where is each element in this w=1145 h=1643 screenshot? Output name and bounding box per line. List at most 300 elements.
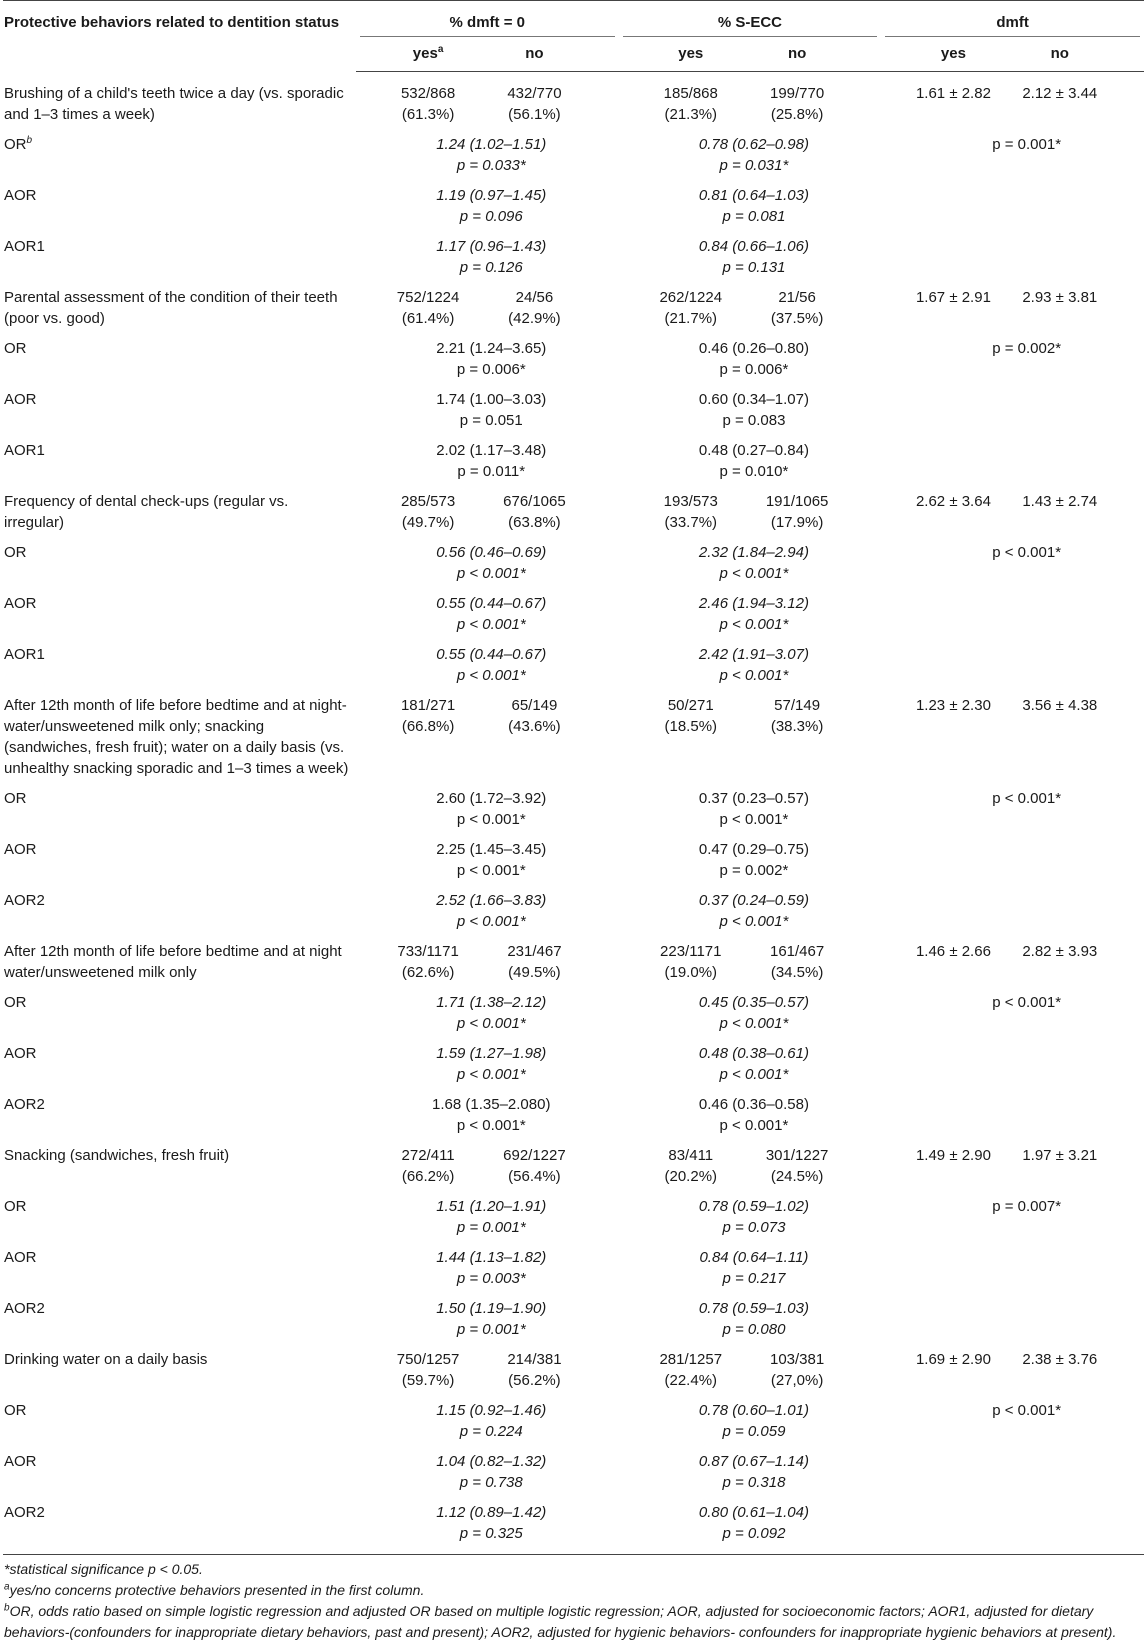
value-line: 0.46 (0.26–0.80) xyxy=(698,340,809,357)
value-line: p = 0.003* xyxy=(456,1270,526,1287)
value-line: (24.5%) xyxy=(770,1168,824,1185)
value-line: (59.7%) xyxy=(401,1372,455,1389)
dmft0-no-cell xyxy=(490,1345,618,1396)
stat-label-text: AOR xyxy=(4,1453,37,1470)
stat-label-text: AOR xyxy=(4,841,37,858)
odds-ratio-secc xyxy=(619,1039,882,1090)
stat-label-text: AOR xyxy=(4,1249,37,1266)
stat-label xyxy=(3,130,356,181)
dmft-no-cell: 2.12 ± 3.44 xyxy=(1022,85,1098,102)
p-value-dmft xyxy=(881,589,1144,640)
stat-label xyxy=(3,385,356,436)
group-header-dmft0 xyxy=(356,1,619,38)
odds-ratio-secc xyxy=(619,640,882,691)
value-line: p < 0.001* xyxy=(456,1117,526,1134)
odds-ratio-secc xyxy=(619,886,882,937)
value-line: 0.56 (0.46–0.69) xyxy=(436,544,547,561)
dmft0-yes-cell xyxy=(356,691,490,784)
footnote-marker: a xyxy=(4,1581,10,1593)
value-line: p = 0.001* xyxy=(456,1219,526,1236)
group-header-dmft0-label: % dmft = 0 xyxy=(449,14,525,31)
dmft0-yes-cell xyxy=(356,937,490,988)
stat-label-text: OR xyxy=(4,136,27,153)
stat-row xyxy=(3,988,1144,1039)
stat-label xyxy=(3,784,356,835)
value-line: 2.02 (1.17–3.48) xyxy=(436,442,547,459)
subheader-yes: yes xyxy=(619,37,753,72)
value-line: p = 0.033* xyxy=(456,157,526,174)
value-line: 432/770 xyxy=(507,85,562,102)
secc-no-cell xyxy=(753,1345,881,1396)
p-value-dmft xyxy=(881,1498,1144,1555)
dmft0-yes-cell xyxy=(356,1141,490,1192)
value-line: (61.3%) xyxy=(401,106,455,123)
group-header-dmft-label: dmft xyxy=(996,14,1029,31)
stat-row xyxy=(3,1039,1144,1090)
value-line: 1.17 (0.96–1.43) xyxy=(436,238,547,255)
odds-ratio-secc xyxy=(619,589,882,640)
footnote-text: statistical significance p < 0.05. xyxy=(9,1561,203,1577)
value-line: 262/1224 xyxy=(659,289,723,306)
dmft0-no-cell xyxy=(490,691,618,784)
dmft0-no-cell xyxy=(490,1141,618,1192)
stat-label xyxy=(3,1396,356,1447)
value-line: 185/868 xyxy=(663,85,718,102)
p-value-dmft: p = 0.002* xyxy=(992,340,1062,357)
dmft-yes-cell: 1.46 ± 2.66 xyxy=(915,943,991,960)
value-line: (37.5%) xyxy=(770,310,824,327)
odds-ratio-secc xyxy=(619,1396,882,1447)
odds-ratio-secc xyxy=(619,1498,882,1555)
stat-label xyxy=(3,589,356,640)
value-line: 2.42 (1.91–3.07) xyxy=(698,646,809,663)
stat-label-text: AOR xyxy=(4,1045,37,1062)
value-line: 1.74 (1.00–3.03) xyxy=(436,391,547,408)
stat-row xyxy=(3,1447,1144,1498)
stat-row xyxy=(3,784,1144,835)
odds-ratio-dmft0 xyxy=(356,1447,619,1498)
value-line: 191/1065 xyxy=(765,493,829,510)
value-line: p = 0.738 xyxy=(459,1474,523,1491)
row-label: After 12th month of life before bedtime and at night- water/unsweetened milk only; snacking (sandwiches, fresh fruit); water on a daily basis (vs. unhealthy snacking sporadic and 1–3 times a week) xyxy=(4,697,349,777)
dmft-yes-cell: 1.69 ± 2.90 xyxy=(915,1351,991,1368)
dmft-yes-cell: 1.61 ± 2.82 xyxy=(915,85,991,102)
stat-label xyxy=(3,538,356,589)
value-line: 0.78 (0.62–0.98) xyxy=(698,136,809,153)
stat-label xyxy=(3,835,356,886)
value-line: 2.25 (1.45–3.45) xyxy=(436,841,547,858)
value-line: 0.81 (0.64–1.03) xyxy=(698,187,809,204)
footnote-text: OR, odds ratio based on simple logistic regression and adjusted OR based on multiple logistic regression; AOR, adjusted for socioeconomic factors; AOR1, adjusted for dietary behaviors-(confounders for inappropriate dietary behaviors, past and present); AOR2, adjusted for hygienic behaviors- confounders for inappropriate hygienic behaviors at present). xyxy=(4,1603,1117,1640)
odds-ratio-secc xyxy=(619,1294,882,1345)
stat-row xyxy=(3,1090,1144,1141)
stat-label xyxy=(3,436,356,487)
odds-ratio-dmft0 xyxy=(356,130,619,181)
value-line: p = 0.325 xyxy=(459,1525,523,1542)
value-line: p < 0.001* xyxy=(456,913,526,930)
dmft-yes-cell: 1.49 ± 2.90 xyxy=(915,1147,991,1164)
stat-row xyxy=(3,385,1144,436)
stat-label-text: OR xyxy=(4,790,27,807)
p-value-dmft xyxy=(881,640,1144,691)
stat-row xyxy=(3,334,1144,385)
value-line: 1.51 (1.20–1.91) xyxy=(436,1198,547,1215)
p-value-dmft: p < 0.001* xyxy=(992,544,1062,561)
row-label: Snacking (sandwiches, fresh fruit) xyxy=(4,1147,230,1164)
row-label: Brushing of a child's teeth twice a day (vs. sporadic and 1–3 times a week) xyxy=(4,84,344,123)
dmft-no-cell: 2.93 ± 3.81 xyxy=(1022,289,1098,306)
value-line: (61.4%) xyxy=(401,310,455,327)
footnote xyxy=(4,1601,1144,1643)
stat-label-text: OR xyxy=(4,1402,27,1419)
value-line: p = 0.318 xyxy=(722,1474,786,1491)
odds-ratio-dmft0 xyxy=(356,988,619,1039)
value-line: 1.12 (0.89–1.42) xyxy=(436,1504,547,1521)
value-line: (25.8%) xyxy=(770,106,824,123)
value-line: p < 0.001* xyxy=(719,565,789,582)
footnote-text: yes/no concerns protective behaviors presented in the first column. xyxy=(9,1582,425,1598)
stat-label xyxy=(3,886,356,937)
stat-label xyxy=(3,640,356,691)
value-line: 676/1065 xyxy=(503,493,566,510)
stat-label-text: AOR1 xyxy=(4,238,45,255)
odds-ratio-dmft0 xyxy=(356,835,619,886)
value-line: (42.9%) xyxy=(508,310,561,327)
row-label: Drinking water on a daily basis xyxy=(4,1351,208,1368)
value-line: 532/868 xyxy=(400,85,456,102)
table-row xyxy=(3,937,1144,988)
odds-ratio-dmft0 xyxy=(356,334,619,385)
value-line: 0.60 (0.34–1.07) xyxy=(698,391,809,408)
dmft-yes-cell: 2.62 ± 3.64 xyxy=(915,493,991,510)
value-line: p < 0.001* xyxy=(719,1117,789,1134)
secc-no-cell xyxy=(753,487,881,538)
subheader-yes: yes$^a$ xyxy=(356,37,490,72)
footnote-marker: b xyxy=(4,1602,10,1614)
value-line: 301/1227 xyxy=(765,1147,829,1164)
odds-ratio-secc xyxy=(619,1090,882,1141)
row-label: Frequency of dental check-ups (regular vs. irregular) xyxy=(4,493,289,531)
stat-row xyxy=(3,232,1144,283)
value-line: (20.2%) xyxy=(664,1168,718,1185)
value-line: 0.48 (0.27–0.84) xyxy=(698,442,809,459)
value-line: 0.37 (0.23–0.57) xyxy=(698,790,809,807)
odds-ratio-dmft0 xyxy=(356,538,619,589)
dmft0-no-cell xyxy=(490,72,618,131)
footnote xyxy=(4,1559,1144,1580)
table-row xyxy=(3,691,1144,784)
value-line: (22.4%) xyxy=(664,1372,718,1389)
value-line: p = 0.051 xyxy=(459,412,523,429)
stat-label-text: AOR2 xyxy=(4,892,45,909)
dmft-yes-cell: 1.67 ± 2.91 xyxy=(915,289,991,306)
stat-label xyxy=(3,1243,356,1294)
value-line: p < 0.001* xyxy=(719,616,789,633)
odds-ratio-dmft0 xyxy=(356,1396,619,1447)
value-line: (49.5%) xyxy=(508,964,561,981)
odds-ratio-secc xyxy=(619,436,882,487)
stat-label-text: AOR2 xyxy=(4,1096,45,1113)
value-line: 1.24 (1.02–1.51) xyxy=(436,136,547,153)
footnote xyxy=(4,1580,1144,1601)
stat-row xyxy=(3,1498,1144,1555)
value-line: p = 0.081 xyxy=(722,208,786,225)
value-line: 0.48 (0.38–0.61) xyxy=(698,1045,809,1062)
column-header-behaviors: Protective behaviors related to dentition status xyxy=(3,1,356,72)
value-line: (43.6%) xyxy=(508,718,561,735)
value-line: p = 0.010* xyxy=(719,463,789,480)
dmft-no-cell: 1.43 ± 2.74 xyxy=(1022,493,1098,510)
odds-ratio-dmft0 xyxy=(356,886,619,937)
value-line: p = 0.080 xyxy=(722,1321,786,1338)
value-line: 0.87 (0.67–1.14) xyxy=(698,1453,809,1470)
value-line: 1.68 (1.35–2.080) xyxy=(432,1096,551,1113)
stat-row xyxy=(3,886,1144,937)
value-line: p = 0.059 xyxy=(722,1423,786,1440)
value-line: 0.45 (0.35–0.57) xyxy=(698,994,809,1011)
value-line: 0.84 (0.66–1.06) xyxy=(698,238,809,255)
value-line: (21.7%) xyxy=(664,310,718,327)
odds-ratio-dmft0 xyxy=(356,181,619,232)
stat-row xyxy=(3,1294,1144,1345)
value-line: 750/1257 xyxy=(396,1351,460,1368)
value-line: 57/149 xyxy=(774,697,821,714)
dmft-no-cell: 2.82 ± 3.93 xyxy=(1022,943,1098,960)
group-header-secc-label: % S-ECC xyxy=(717,14,783,31)
secc-no-cell xyxy=(753,937,881,988)
odds-ratio-dmft0 xyxy=(356,640,619,691)
odds-ratio-secc xyxy=(619,385,882,436)
stat-row xyxy=(3,589,1144,640)
odds-ratio-secc xyxy=(619,784,882,835)
value-line: p = 0.092 xyxy=(722,1525,786,1542)
group-header-dmft xyxy=(881,1,1144,38)
value-line: p < 0.001* xyxy=(456,667,526,684)
value-line: 50/271 xyxy=(667,697,714,714)
footnote-marker: b xyxy=(26,135,33,146)
value-line: p = 0.096 xyxy=(459,208,523,225)
value-line: (27,0%) xyxy=(770,1372,824,1389)
stat-label-text: AOR2 xyxy=(4,1300,45,1317)
value-line: 1.15 (0.92–1.46) xyxy=(436,1402,547,1419)
value-line: 199/770 xyxy=(769,85,825,102)
table-row xyxy=(3,487,1144,538)
stat-label xyxy=(3,1294,356,1345)
p-value-dmft: p < 0.001* xyxy=(992,790,1062,807)
value-line: p = 0.001* xyxy=(456,1321,526,1338)
secc-yes-cell xyxy=(619,487,753,538)
value-line: 2.32 (1.84–2.94) xyxy=(698,544,809,561)
p-value-dmft xyxy=(881,436,1144,487)
stat-row xyxy=(3,181,1144,232)
value-line: 1.71 (1.38–2.12) xyxy=(436,994,547,1011)
value-line: 0.84 (0.64–1.11) xyxy=(699,1249,809,1266)
secc-yes-cell xyxy=(619,937,753,988)
value-line: 0.37 (0.24–0.59) xyxy=(698,892,809,909)
stat-row xyxy=(3,1192,1144,1243)
stat-label xyxy=(3,988,356,1039)
value-line: (63.8%) xyxy=(508,514,561,531)
odds-ratio-dmft0 xyxy=(356,589,619,640)
stat-label-text: AOR1 xyxy=(4,646,45,663)
value-line: p < 0.001* xyxy=(719,1066,789,1083)
value-line: 103/381 xyxy=(769,1351,825,1368)
p-value-dmft xyxy=(881,886,1144,937)
stat-label-text: OR xyxy=(4,340,27,357)
value-line: 1.19 (0.97–1.45) xyxy=(436,187,547,204)
value-line: (66.2%) xyxy=(401,1168,455,1185)
p-value-dmft xyxy=(881,1090,1144,1141)
odds-ratio-dmft0 xyxy=(356,1039,619,1090)
value-line: 692/1227 xyxy=(503,1147,566,1164)
stat-label xyxy=(3,232,356,283)
stat-label-text: AOR1 xyxy=(4,442,45,459)
subheader-yes: yes xyxy=(881,37,1015,72)
p-value-dmft: p < 0.001* xyxy=(992,1402,1062,1419)
stat-label-text: AOR2 xyxy=(4,1504,45,1521)
stat-label xyxy=(3,334,356,385)
p-value-dmft xyxy=(881,1243,1144,1294)
stat-label-text: OR xyxy=(4,544,27,561)
value-line: 0.78 (0.59–1.02) xyxy=(698,1198,809,1215)
value-line: 214/381 xyxy=(507,1351,562,1368)
secc-no-cell xyxy=(753,72,881,131)
value-line: 193/573 xyxy=(663,493,718,510)
odds-ratio-dmft0 xyxy=(356,1243,619,1294)
secc-no-cell xyxy=(753,1141,881,1192)
stat-label-text: AOR xyxy=(4,391,37,408)
table-row xyxy=(3,72,1144,131)
dmft0-yes-cell xyxy=(356,487,490,538)
value-line: p < 0.001* xyxy=(719,667,789,684)
odds-ratio-dmft0 xyxy=(356,784,619,835)
value-line: 0.80 (0.61–1.04) xyxy=(698,1504,809,1521)
value-line: (19.0%) xyxy=(664,964,718,981)
subheader-no: no xyxy=(490,37,618,72)
value-line: p < 0.001* xyxy=(719,811,789,828)
value-line: p < 0.001* xyxy=(719,913,789,930)
value-line: 0.46 (0.36–0.58) xyxy=(698,1096,809,1113)
dmft0-no-cell xyxy=(490,937,618,988)
table-footnotes xyxy=(3,1559,1144,1643)
p-value-dmft xyxy=(881,1447,1144,1498)
dmft-no-cell: 1.97 ± 3.21 xyxy=(1022,1147,1098,1164)
odds-ratio-secc xyxy=(619,1243,882,1294)
value-line: 285/573 xyxy=(400,493,456,510)
value-line: 2.21 (1.24–3.65) xyxy=(436,340,547,357)
stat-label xyxy=(3,1447,356,1498)
value-line: 231/467 xyxy=(507,943,562,960)
value-line: 161/467 xyxy=(769,943,825,960)
value-line: p = 0.224 xyxy=(459,1423,523,1440)
odds-ratio-dmft0 xyxy=(356,1294,619,1345)
stat-row xyxy=(3,130,1144,181)
table-row xyxy=(3,1141,1144,1192)
value-line: 2.46 (1.94–3.12) xyxy=(698,595,809,612)
value-line: (17.9%) xyxy=(770,514,824,531)
value-line: p = 0.006* xyxy=(456,361,526,378)
stat-label-text: OR xyxy=(4,1198,27,1215)
row-label: After 12th month of life before bedtime and at night water/unsweetened milk only xyxy=(4,943,342,981)
value-line: 0.55 (0.44–0.67) xyxy=(436,646,547,663)
value-line: p = 0.031* xyxy=(719,157,789,174)
value-line: 0.55 (0.44–0.67) xyxy=(436,595,547,612)
odds-ratio-dmft0 xyxy=(356,1090,619,1141)
value-line: 752/1224 xyxy=(396,289,460,306)
value-line: (18.5%) xyxy=(664,718,718,735)
value-line: p < 0.001* xyxy=(456,1066,526,1083)
dmft-yes-cell: 1.23 ± 2.30 xyxy=(915,697,991,714)
p-value-dmft xyxy=(881,1039,1144,1090)
value-line: 65/149 xyxy=(511,697,558,714)
dmft0-no-cell xyxy=(490,283,618,334)
value-line: p < 0.001* xyxy=(719,1015,789,1032)
p-value-dmft: p < 0.001* xyxy=(992,994,1062,1011)
value-line: p < 0.001* xyxy=(456,1015,526,1032)
value-line: p < 0.001* xyxy=(456,616,526,633)
group-header-secc xyxy=(619,1,882,38)
stat-row xyxy=(3,1396,1144,1447)
value-line: p < 0.001* xyxy=(456,811,526,828)
p-value-dmft xyxy=(881,385,1144,436)
value-line: p = 0.006* xyxy=(719,361,789,378)
secc-yes-cell xyxy=(619,691,753,784)
value-line: (56.2%) xyxy=(508,1372,561,1389)
value-line: (62.6%) xyxy=(401,964,455,981)
table-header xyxy=(3,1,1144,72)
p-value-dmft xyxy=(881,181,1144,232)
value-line: p = 0.083 xyxy=(722,412,786,429)
footnote-marker: a xyxy=(437,44,444,55)
value-line: 2.60 (1.72–3.92) xyxy=(436,790,547,807)
odds-ratio-dmft0 xyxy=(356,1192,619,1243)
dmft-no-cell: 2.38 ± 3.76 xyxy=(1022,1351,1098,1368)
value-line: p = 0.002* xyxy=(719,862,789,879)
value-line: (34.5%) xyxy=(770,964,824,981)
p-value-dmft xyxy=(881,232,1144,283)
secc-yes-cell xyxy=(619,1345,753,1396)
dmft0-yes-cell xyxy=(356,72,490,131)
dmft0-yes-cell xyxy=(356,283,490,334)
value-line: p = 0.131 xyxy=(722,259,786,276)
odds-ratio-secc xyxy=(619,232,882,283)
value-line: (66.8%) xyxy=(401,718,455,735)
p-value-dmft xyxy=(881,835,1144,886)
dmft-no-cell: 3.56 ± 4.38 xyxy=(1022,697,1098,714)
stat-label xyxy=(3,1039,356,1090)
stat-label-text: AOR xyxy=(4,187,37,204)
value-line: 0.47 (0.29–0.75) xyxy=(698,841,809,858)
value-line: 1.50 (1.19–1.90) xyxy=(436,1300,547,1317)
subheader-no: no xyxy=(753,37,881,72)
stat-label xyxy=(3,1090,356,1141)
value-line: (33.7%) xyxy=(664,514,718,531)
value-line: (56.1%) xyxy=(508,106,561,123)
table-row xyxy=(3,283,1144,334)
value-line: 733/1171 xyxy=(397,943,459,960)
odds-ratio-secc xyxy=(619,334,882,385)
secc-yes-cell xyxy=(619,72,753,131)
value-line: p = 0.011* xyxy=(457,463,526,480)
odds-ratio-secc xyxy=(619,988,882,1039)
value-line: (49.7%) xyxy=(401,514,455,531)
stat-label-text: OR xyxy=(4,994,27,1011)
footnote-marker: * xyxy=(4,1561,10,1577)
odds-ratio-secc xyxy=(619,1192,882,1243)
value-line: 0.78 (0.59–1.03) xyxy=(698,1300,809,1317)
results-table xyxy=(3,0,1144,1555)
p-value-dmft: p = 0.001* xyxy=(992,136,1062,153)
